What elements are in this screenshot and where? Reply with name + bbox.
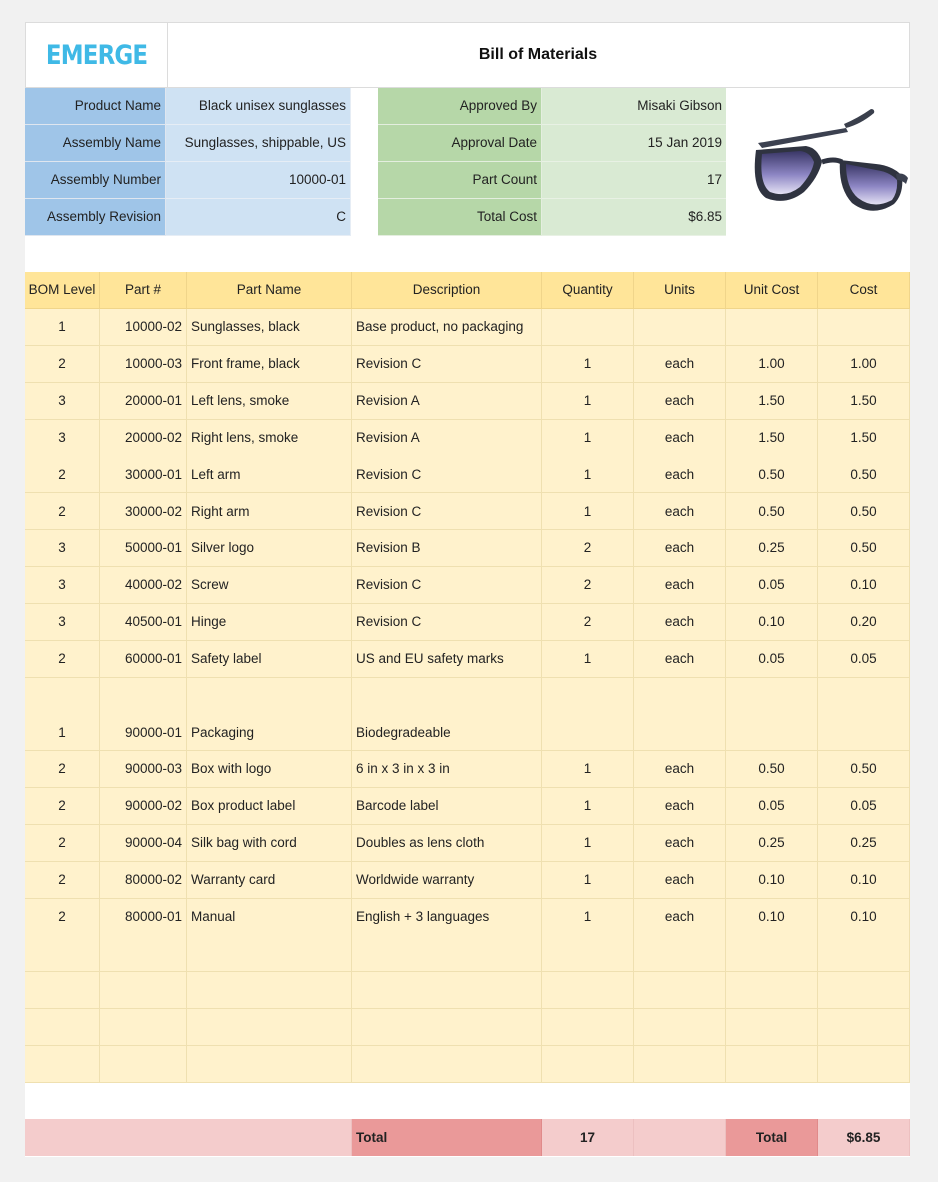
- cell-unit-cost[interactable]: 1.50: [726, 383, 818, 420]
- cell-units[interactable]: each: [634, 751, 726, 788]
- cell-part-name[interactable]: Right lens, smoke: [187, 420, 352, 457]
- cell-unit-cost[interactable]: 0.25: [726, 825, 818, 862]
- cell-quantity[interactable]: 1: [542, 825, 634, 862]
- cell-cost[interactable]: 1.50: [818, 420, 910, 457]
- cell-quantity[interactable]: [542, 678, 634, 715]
- cell-bom-level[interactable]: 3: [25, 567, 100, 604]
- cell-description[interactable]: Revision B: [352, 530, 542, 567]
- cell-part-name[interactable]: Screw: [187, 567, 352, 604]
- cell-part-name[interactable]: Warranty card: [187, 862, 352, 899]
- product-name-label: Product Name: [25, 88, 166, 125]
- logo-text: EMERGE: [45, 39, 148, 71]
- cell-quantity[interactable]: 1: [542, 899, 634, 936]
- cell-cost[interactable]: 0.10: [818, 567, 910, 604]
- cell-part-name[interactable]: Silk bag with cord: [187, 825, 352, 862]
- cell-unit-cost[interactable]: [726, 1009, 818, 1046]
- cell-part-number[interactable]: [100, 935, 187, 972]
- total-cost-value[interactable]: $6.85: [542, 199, 726, 236]
- col-header-part-name: Part Name: [187, 272, 352, 309]
- cell-bom-level[interactable]: [25, 678, 100, 715]
- cell-bom-level[interactable]: [25, 1009, 100, 1046]
- cell-cost[interactable]: 1.00: [818, 346, 910, 383]
- cell-description[interactable]: English + 3 languages: [352, 899, 542, 936]
- cell-description[interactable]: Biodegradeable: [352, 714, 542, 751]
- cell-part-number[interactable]: 10000-02: [100, 309, 187, 346]
- cell-cost[interactable]: 0.20: [818, 604, 910, 641]
- product-name-value[interactable]: Black unisex sunglasses: [166, 88, 351, 125]
- cost-total-value[interactable]: $6.85: [818, 1119, 910, 1156]
- cell-bom-level[interactable]: 3: [25, 420, 100, 457]
- cell-bom-level[interactable]: [25, 1046, 100, 1083]
- cell-quantity[interactable]: 1: [542, 788, 634, 825]
- cell-part-number[interactable]: 80000-01: [100, 899, 187, 936]
- cell-part-number[interactable]: 90000-01: [100, 714, 187, 751]
- cell-part-name[interactable]: Box product label: [187, 788, 352, 825]
- assembly-revision-value[interactable]: C: [166, 199, 351, 236]
- cell-description[interactable]: [352, 935, 542, 972]
- cell-quantity[interactable]: 1: [542, 862, 634, 899]
- cell-bom-level[interactable]: 3: [25, 383, 100, 420]
- cell-part-name[interactable]: Hinge: [187, 604, 352, 641]
- cell-description[interactable]: Revision C: [352, 604, 542, 641]
- col-header-description: Description: [352, 272, 542, 309]
- cell-units[interactable]: each: [634, 567, 726, 604]
- cell-unit-cost[interactable]: 0.50: [726, 493, 818, 530]
- cell-part-number[interactable]: 10000-03: [100, 346, 187, 383]
- cell-units[interactable]: each: [634, 346, 726, 383]
- cell-bom-level[interactable]: [25, 972, 100, 1009]
- cell-unit-cost[interactable]: [726, 935, 818, 972]
- cell-quantity[interactable]: [542, 972, 634, 1009]
- cell-cost[interactable]: [818, 1009, 910, 1046]
- cell-quantity[interactable]: [542, 714, 634, 751]
- cell-description[interactable]: US and EU safety marks: [352, 641, 542, 678]
- bom-sheet: [25, 22, 910, 1157]
- cell-bom-level[interactable]: 2: [25, 751, 100, 788]
- cell-description[interactable]: Revision C: [352, 456, 542, 493]
- totals-spacer: [25, 1119, 352, 1156]
- cell-part-name[interactable]: Sunglasses, black: [187, 309, 352, 346]
- cell-part-name[interactable]: Left lens, smoke: [187, 383, 352, 420]
- col-header-units: Units: [634, 272, 726, 309]
- cell-description[interactable]: Revision C: [352, 567, 542, 604]
- quantity-total-label: Total: [352, 1119, 542, 1156]
- cell-units[interactable]: each: [634, 456, 726, 493]
- cell-bom-level[interactable]: 3: [25, 530, 100, 567]
- assembly-revision-label: Assembly Revision: [25, 199, 166, 236]
- cell-part-name[interactable]: Packaging: [187, 714, 352, 751]
- cell-part-name[interactable]: [187, 1046, 352, 1083]
- total-cost-label: Total Cost: [378, 199, 542, 236]
- cell-quantity[interactable]: 2: [542, 567, 634, 604]
- cell-description[interactable]: Revision A: [352, 420, 542, 457]
- cell-unit-cost[interactable]: [726, 678, 818, 715]
- cell-description[interactable]: Revision C: [352, 493, 542, 530]
- cell-unit-cost[interactable]: [726, 1046, 818, 1083]
- cell-bom-level[interactable]: 1: [25, 309, 100, 346]
- cell-part-name[interactable]: Safety label: [187, 641, 352, 678]
- cell-units[interactable]: [634, 1046, 726, 1083]
- totals-gap: [634, 1119, 726, 1156]
- cell-part-number[interactable]: 20000-02: [100, 420, 187, 457]
- cell-part-number[interactable]: 30000-02: [100, 493, 187, 530]
- cell-quantity[interactable]: [542, 1046, 634, 1083]
- cell-quantity[interactable]: 1: [542, 420, 634, 457]
- cell-unit-cost[interactable]: 1.00: [726, 346, 818, 383]
- assembly-number-label: Assembly Number: [25, 162, 166, 199]
- cell-unit-cost[interactable]: 0.25: [726, 530, 818, 567]
- cell-quantity[interactable]: [542, 309, 634, 346]
- cell-bom-level[interactable]: 2: [25, 346, 100, 383]
- cell-bom-level[interactable]: [25, 935, 100, 972]
- cell-description[interactable]: [352, 972, 542, 1009]
- cell-part-number[interactable]: [100, 972, 187, 1009]
- cell-description[interactable]: Worldwide warranty: [352, 862, 542, 899]
- cell-bom-level[interactable]: 3: [25, 604, 100, 641]
- cell-part-number[interactable]: 90000-04: [100, 825, 187, 862]
- cell-units[interactable]: [634, 1009, 726, 1046]
- cell-part-number[interactable]: 80000-02: [100, 862, 187, 899]
- cell-units[interactable]: [634, 309, 726, 346]
- cell-part-name[interactable]: Silver logo: [187, 530, 352, 567]
- cell-units[interactable]: each: [634, 641, 726, 678]
- cell-part-number[interactable]: 20000-01: [100, 383, 187, 420]
- cell-cost[interactable]: [818, 1046, 910, 1083]
- cell-part-number[interactable]: [100, 1009, 187, 1046]
- cell-part-number[interactable]: 60000-01: [100, 641, 187, 678]
- cell-part-number[interactable]: [100, 1046, 187, 1083]
- cell-units[interactable]: each: [634, 899, 726, 936]
- cell-part-number[interactable]: 40000-02: [100, 567, 187, 604]
- cell-part-name[interactable]: Manual: [187, 899, 352, 936]
- assembly-number-value[interactable]: 10000-01: [166, 162, 351, 199]
- cell-bom-level[interactable]: 2: [25, 788, 100, 825]
- cell-part-name[interactable]: Left arm: [187, 456, 352, 493]
- part-count-label: Part Count: [378, 162, 542, 199]
- col-header-unit-cost: Unit Cost: [726, 272, 818, 309]
- cell-cost[interactable]: 0.50: [818, 751, 910, 788]
- cell-units[interactable]: [634, 935, 726, 972]
- assembly-name-label: Assembly Name: [25, 125, 166, 162]
- cell-part-name[interactable]: Box with logo: [187, 751, 352, 788]
- cell-cost[interactable]: 1.50: [818, 383, 910, 420]
- cell-quantity[interactable]: 1: [542, 493, 634, 530]
- cell-description[interactable]: Revision C: [352, 346, 542, 383]
- cell-cost[interactable]: [818, 935, 910, 972]
- cell-units[interactable]: [634, 678, 726, 715]
- cell-quantity[interactable]: 1: [542, 751, 634, 788]
- cell-units[interactable]: each: [634, 604, 726, 641]
- cell-part-number[interactable]: 50000-01: [100, 530, 187, 567]
- cell-quantity[interactable]: 1: [542, 456, 634, 493]
- cell-unit-cost[interactable]: 0.10: [726, 604, 818, 641]
- cell-quantity[interactable]: 1: [542, 346, 634, 383]
- part-count-value[interactable]: 17: [542, 162, 726, 199]
- cell-description[interactable]: Revision A: [352, 383, 542, 420]
- cell-units[interactable]: each: [634, 493, 726, 530]
- cell-units[interactable]: each: [634, 862, 726, 899]
- cell-quantity[interactable]: 1: [542, 641, 634, 678]
- approval-date-value[interactable]: 15 Jan 2019: [542, 125, 726, 162]
- cell-unit-cost[interactable]: 0.50: [726, 751, 818, 788]
- cell-description[interactable]: 6 in x 3 in x 3 in: [352, 751, 542, 788]
- cell-bom-level[interactable]: 2: [25, 641, 100, 678]
- cell-part-number[interactable]: [100, 678, 187, 715]
- cell-units[interactable]: each: [634, 383, 726, 420]
- cell-quantity[interactable]: [542, 1009, 634, 1046]
- cell-bom-level[interactable]: 2: [25, 825, 100, 862]
- cell-bom-level[interactable]: 2: [25, 899, 100, 936]
- cell-part-name[interactable]: Right arm: [187, 493, 352, 530]
- cell-bom-level[interactable]: 2: [25, 862, 100, 899]
- cell-cost[interactable]: 0.50: [818, 456, 910, 493]
- cell-unit-cost[interactable]: [726, 309, 818, 346]
- cell-unit-cost[interactable]: 0.10: [726, 899, 818, 936]
- cell-units[interactable]: each: [634, 530, 726, 567]
- col-header-part-number: Part #: [100, 272, 187, 309]
- cell-quantity[interactable]: 2: [542, 604, 634, 641]
- cell-cost[interactable]: [818, 714, 910, 751]
- sunglasses-photo: [726, 88, 910, 235]
- cell-quantity[interactable]: 2: [542, 530, 634, 567]
- cell-description[interactable]: Base product, no packaging: [352, 309, 542, 346]
- cell-part-name[interactable]: [187, 1009, 352, 1046]
- cell-description[interactable]: Barcode label: [352, 788, 542, 825]
- cell-description[interactable]: [352, 678, 542, 715]
- cell-part-name[interactable]: [187, 678, 352, 715]
- approved-by-label: Approved By: [378, 88, 542, 125]
- cell-part-number[interactable]: 90000-02: [100, 788, 187, 825]
- cell-cost[interactable]: [818, 972, 910, 1009]
- approval-date-label: Approval Date: [378, 125, 542, 162]
- cell-unit-cost[interactable]: [726, 972, 818, 1009]
- cell-unit-cost[interactable]: [726, 714, 818, 751]
- cell-cost[interactable]: 0.25: [818, 825, 910, 862]
- cell-part-number[interactable]: 90000-03: [100, 751, 187, 788]
- cell-cost[interactable]: 0.05: [818, 641, 910, 678]
- cell-cost[interactable]: [818, 678, 910, 715]
- cell-units[interactable]: each: [634, 788, 726, 825]
- cell-cost[interactable]: 0.50: [818, 493, 910, 530]
- cell-part-number[interactable]: 40500-01: [100, 604, 187, 641]
- col-header-bom-level: BOM Level: [25, 272, 100, 309]
- cell-unit-cost[interactable]: 0.10: [726, 862, 818, 899]
- cell-units[interactable]: each: [634, 825, 726, 862]
- cell-cost[interactable]: [818, 309, 910, 346]
- cell-description[interactable]: Doubles as lens cloth: [352, 825, 542, 862]
- cell-cost[interactable]: 0.10: [818, 862, 910, 899]
- cell-quantity[interactable]: [542, 935, 634, 972]
- cell-units[interactable]: [634, 714, 726, 751]
- cell-units[interactable]: [634, 972, 726, 1009]
- cell-units[interactable]: each: [634, 420, 726, 457]
- cell-bom-level[interactable]: 2: [25, 456, 100, 493]
- approved-by-value[interactable]: Misaki Gibson: [542, 88, 726, 125]
- col-header-cost: Cost: [818, 272, 910, 309]
- company-logo: [26, 23, 168, 87]
- cell-cost[interactable]: 0.05: [818, 788, 910, 825]
- cost-total-label: Total: [726, 1119, 818, 1156]
- cell-cost[interactable]: 0.50: [818, 530, 910, 567]
- cell-description[interactable]: [352, 1009, 542, 1046]
- page-title: Bill of Materials: [478, 46, 598, 63]
- cell-unit-cost[interactable]: 0.05: [726, 567, 818, 604]
- cell-unit-cost[interactable]: 1.50: [726, 420, 818, 457]
- cell-description[interactable]: [352, 1046, 542, 1083]
- col-header-quantity: Quantity: [542, 272, 634, 309]
- header-bar: [25, 22, 910, 88]
- cell-part-name[interactable]: [187, 972, 352, 1009]
- cell-quantity[interactable]: 1: [542, 383, 634, 420]
- cell-bom-level[interactable]: 1: [25, 714, 100, 751]
- cell-part-number[interactable]: 30000-01: [100, 456, 187, 493]
- assembly-name-value[interactable]: Sunglasses, shippable, US: [166, 125, 351, 162]
- cell-unit-cost[interactable]: 0.05: [726, 788, 818, 825]
- cell-unit-cost[interactable]: 0.05: [726, 641, 818, 678]
- cell-bom-level[interactable]: 2: [25, 493, 100, 530]
- cell-part-name[interactable]: [187, 935, 352, 972]
- quantity-total-value[interactable]: 17: [542, 1119, 634, 1156]
- cell-unit-cost[interactable]: 0.50: [726, 456, 818, 493]
- cell-part-name[interactable]: Front frame, black: [187, 346, 352, 383]
- cell-cost[interactable]: 0.10: [818, 899, 910, 936]
